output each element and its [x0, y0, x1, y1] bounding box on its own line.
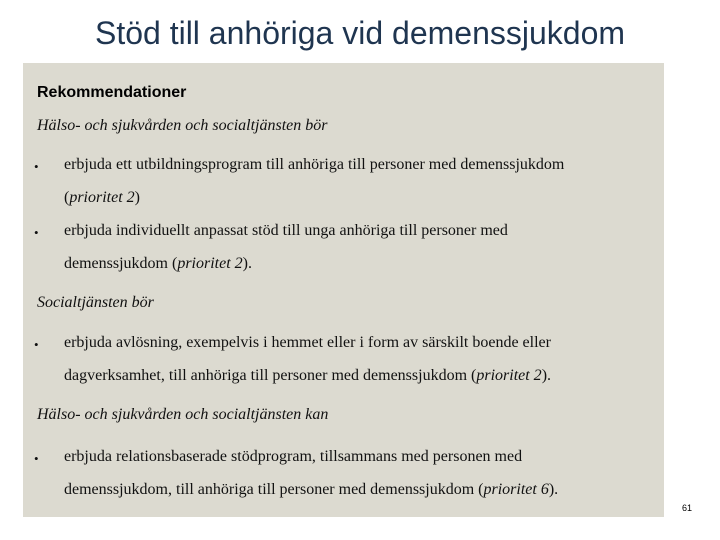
list-item-line: dagverksamhet, till anhöriga till personer med demenssjukdom (prioritet 2). [64, 367, 552, 384]
bullet-marker: • [34, 451, 39, 466]
list-item-line: erbjuda relationsbaserade stödprogram, tillsammans med personen med [64, 448, 523, 465]
slide-title: Stöd till anhöriga vid demenssjukdom [94, 15, 626, 51]
list-item-line: erbjuda individuellt anpassat stöd till unga anhöriga till personer med [64, 222, 508, 239]
priority-label: prioritet 2 [476, 367, 542, 384]
recommendations-heading: Rekommendationer [37, 84, 187, 101]
section-intro: Hälso- och sjukvården och socialtjänsten kan [37, 406, 329, 423]
page-number: 61 [682, 503, 693, 513]
bullet-marker: • [34, 159, 39, 174]
list-item-line: erbjuda ett utbildningsprogram till anhöriga till personer med demenssjukdom [64, 156, 565, 173]
priority-label: prioritet 2 [177, 255, 243, 272]
list-item-line: demenssjukdom (prioritet 2). [64, 255, 252, 272]
list-item-line: (prioritet 2) [64, 189, 140, 206]
section-intro: Socialtjänsten bör [37, 294, 154, 311]
bullet-marker: • [34, 225, 39, 240]
bullet-marker: • [34, 337, 39, 352]
list-item-line: demenssjukdom, till anhöriga till personer med demenssjukdom (prioritet 6). [64, 481, 559, 498]
section-intro: Hälso- och sjukvården och socialtjänsten bör [37, 117, 328, 134]
priority-label: prioritet 6 [483, 481, 549, 498]
priority-label: prioritet 2 [69, 189, 135, 206]
list-item-line: erbjuda avlösning, exempelvis i hemmet eller i form av särskilt boende eller [64, 334, 551, 351]
